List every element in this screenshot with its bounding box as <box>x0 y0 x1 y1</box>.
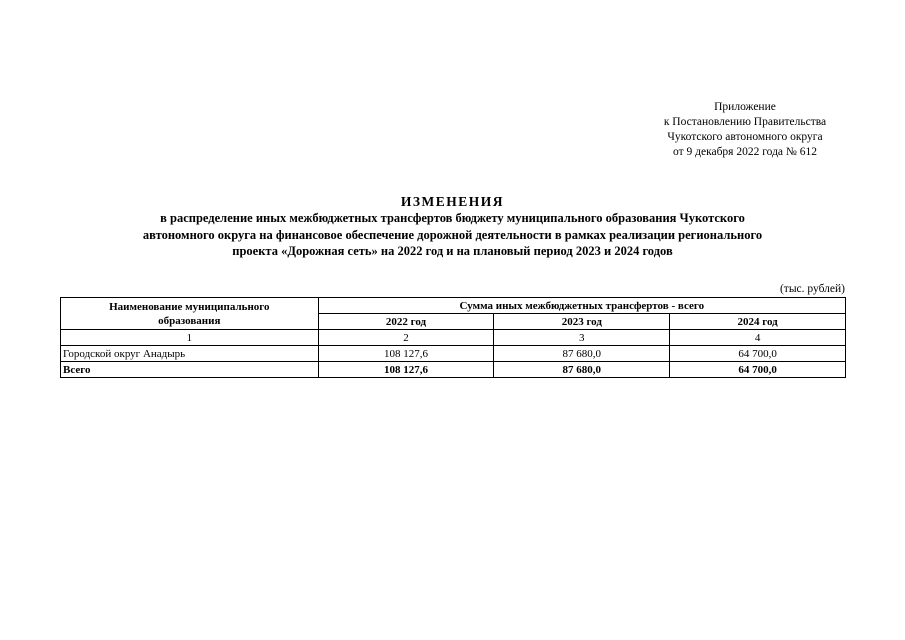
unit-note: (тыс. рублей) <box>779 283 845 295</box>
table-total-row <box>61 362 846 378</box>
title-subtitle <box>40 210 865 260</box>
header-group: Сумма иных межбюджетных трансфертов - всего <box>318 298 845 314</box>
total-value-2024: 64 700,0 <box>670 362 846 378</box>
row-value-2023: 87 680,0 <box>494 346 670 362</box>
title-line-2: автономного округа на финансовое обеспечение дорожной деятельности в рамках реализации регионального <box>142 227 763 242</box>
colnum-2: 2 <box>318 330 494 346</box>
colnum-4: 4 <box>670 330 846 346</box>
table-header-row <box>61 298 846 314</box>
title-line-1: в распределение иных межбюджетных трансфертов бюджету муниципального образования Чукотского <box>160 211 745 225</box>
header-name-line-1: Наименование муниципального <box>109 300 270 313</box>
document-title <box>40 193 865 260</box>
header-name <box>61 298 319 330</box>
total-name: Всего <box>61 362 319 378</box>
appendix-line-1: Приложение <box>714 101 776 113</box>
colnum-1: 1 <box>61 330 319 346</box>
header-name-line-2: образования <box>158 314 221 327</box>
colnum-3: 3 <box>494 330 670 346</box>
total-value-2023: 87 680,0 <box>494 362 670 378</box>
appendix-block <box>640 100 850 160</box>
header-year-2023: 2023 год <box>494 314 670 330</box>
row-value-2024: 64 700,0 <box>670 346 846 362</box>
header-year-2024: 2024 год <box>670 314 846 330</box>
appendix-line-2: к Постановлению Правительства <box>663 116 827 128</box>
appendix-line-4: от 9 декабря 2022 года № 612 <box>672 146 817 158</box>
header-year-2022: 2022 год <box>318 314 494 330</box>
appendix-line-3: Чукотского автономного округа <box>667 131 823 143</box>
transfers-table <box>60 297 846 378</box>
title-line-3: проекта «Дорожная сеть» на 2022 год и на плановый период 2023 и 2024 годов <box>232 244 673 258</box>
table-row <box>61 346 846 362</box>
row-name: Городской округ Анадырь <box>61 346 319 362</box>
table-colnum-row <box>61 330 846 346</box>
row-value-2022: 108 127,6 <box>318 346 494 362</box>
total-value-2022: 108 127,6 <box>318 362 494 378</box>
title-main: ИЗМЕНЕНИЯ <box>400 194 505 209</box>
